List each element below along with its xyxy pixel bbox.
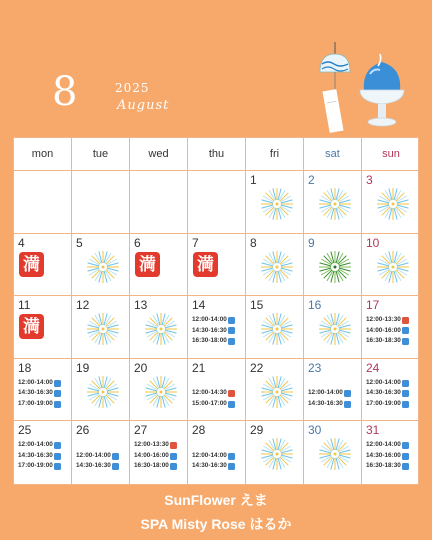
firework-icon [318, 437, 352, 471]
time-slot-label: 14:30-16:30 [308, 399, 343, 407]
available-slot-icon [54, 463, 61, 470]
day-number: 19 [76, 360, 90, 375]
day-cell[interactable] [130, 421, 188, 484]
day-number: 31 [366, 423, 380, 438]
time-slot-label: 12:00-13:30 [366, 316, 401, 324]
available-slot-icon [54, 401, 61, 408]
available-slot-icon [54, 442, 61, 449]
fully-booked-badge: 満 [135, 252, 160, 277]
time-slot-label: 16:30-18:30 [366, 462, 401, 470]
day-number: 25 [18, 423, 32, 438]
firework-icon [376, 187, 410, 221]
month-number: 8 [52, 69, 78, 115]
firework-icon [144, 312, 178, 346]
time-slot[interactable] [192, 315, 235, 326]
available-slot-icon [402, 442, 409, 449]
time-slot-label: 17:00-19:00 [366, 399, 401, 407]
day-cell[interactable] [14, 421, 72, 484]
day-number: 29 [250, 423, 264, 438]
available-slot-icon [402, 390, 409, 397]
time-slot[interactable] [18, 388, 61, 399]
time-slot[interactable] [18, 378, 61, 389]
day-cell[interactable] [14, 359, 72, 422]
day-number: 23 [308, 360, 322, 375]
day-cell[interactable] [304, 359, 362, 422]
day-number: 30 [308, 423, 322, 438]
day-cell[interactable] [72, 296, 130, 359]
available-slot-icon [54, 380, 61, 387]
firework-icon [86, 312, 120, 346]
time-slot[interactable] [308, 388, 351, 399]
time-slot [192, 378, 235, 389]
firework-icon [86, 250, 120, 284]
firework-icon [318, 187, 352, 221]
day-cell[interactable] [362, 234, 420, 297]
time-slot-list [192, 315, 235, 347]
day-number: 18 [18, 360, 32, 375]
available-slot-icon [402, 453, 409, 460]
firework-icon [260, 375, 294, 409]
time-slot-label: 17:00-19:00 [18, 462, 53, 470]
time-slot-label: 14:30-16:30 [192, 462, 227, 470]
green-firework-icon [318, 250, 352, 284]
time-slot[interactable] [76, 461, 119, 472]
footer-line-2: SPA Misty Rose はるか [140, 516, 292, 532]
fully-booked-badge: 満 [19, 252, 44, 277]
day-cell[interactable] [188, 296, 246, 359]
time-slot-label: 12:00-14:00 [192, 316, 227, 324]
time-slot[interactable] [366, 440, 409, 451]
time-slot-list [366, 440, 409, 472]
available-slot-icon [228, 338, 235, 345]
day-number: 5 [76, 235, 83, 250]
time-slot-label: 12:00-14:00 [18, 441, 53, 449]
day-number: 1 [250, 173, 257, 187]
day-number: 28 [192, 423, 206, 438]
available-slot-icon [228, 453, 235, 460]
wind-chime-icon [312, 42, 358, 138]
time-slot[interactable] [134, 451, 177, 462]
day-number: 12 [76, 298, 90, 313]
time-slot-label: 14:00-16:00 [366, 326, 401, 334]
day-number: 9 [308, 235, 315, 250]
time-slot-label: 12:00-14:00 [76, 451, 111, 459]
time-slot-label: 14:30-16:30 [76, 462, 111, 470]
time-slot[interactable] [18, 451, 61, 462]
time-slot[interactable] [18, 440, 61, 451]
day-cell[interactable] [362, 359, 420, 422]
day-cell[interactable] [246, 234, 304, 297]
day-cell[interactable] [362, 296, 420, 359]
time-slot[interactable] [366, 336, 409, 347]
time-slot[interactable] [192, 326, 235, 337]
day-number: 22 [250, 360, 264, 375]
weekday-tue: tue [72, 138, 130, 170]
time-slot[interactable] [366, 326, 409, 337]
available-slot-icon [344, 401, 351, 408]
time-slot [76, 440, 119, 451]
time-slot-label: 14:30-16:30 [192, 326, 227, 334]
time-slot[interactable] [76, 451, 119, 462]
firework-icon [144, 375, 178, 409]
time-slot-label: 14:30-16:00 [366, 451, 401, 459]
available-slot-icon [228, 463, 235, 470]
time-slot[interactable] [366, 388, 409, 399]
time-slot[interactable] [366, 399, 409, 410]
day-cell[interactable] [130, 296, 188, 359]
time-slot-list [192, 440, 235, 472]
time-slot[interactable] [366, 451, 409, 462]
available-slot-icon [228, 327, 235, 334]
time-slot[interactable] [192, 451, 235, 462]
day-cell[interactable] [72, 359, 130, 422]
time-slot-label: 15:00-17:00 [192, 399, 227, 407]
day-cell[interactable] [362, 171, 420, 234]
time-slot[interactable] [134, 461, 177, 472]
limited-slot-icon [170, 442, 177, 449]
day-cell[interactable] [304, 296, 362, 359]
day-number: 16 [308, 298, 322, 313]
available-slot-icon [112, 463, 119, 470]
empty-day-cell [130, 171, 188, 234]
day-number: 15 [250, 298, 264, 313]
time-slot-list [366, 378, 409, 410]
available-slot-icon [170, 463, 177, 470]
day-cell[interactable] [246, 171, 304, 234]
available-slot-icon [54, 390, 61, 397]
time-slot[interactable] [366, 378, 409, 389]
available-slot-icon [402, 380, 409, 387]
time-slot-label: 16:30-18:00 [134, 462, 169, 470]
shaved-ice-icon [356, 54, 408, 134]
time-slot[interactable] [192, 399, 235, 410]
day-number: 27 [134, 423, 148, 438]
available-slot-icon [402, 327, 409, 334]
available-slot-icon [228, 401, 235, 408]
time-slot-list [76, 440, 119, 472]
time-slot[interactable] [308, 399, 351, 410]
time-slot[interactable] [366, 461, 409, 472]
day-cell[interactable] [188, 234, 246, 297]
time-slot [192, 440, 235, 451]
available-slot-icon [344, 390, 351, 397]
firework-icon [260, 250, 294, 284]
empty-day-cell [14, 171, 72, 234]
day-number: 13 [134, 298, 148, 313]
day-number: 14 [192, 298, 206, 313]
time-slot-label: 12:00-14:30 [192, 389, 227, 397]
available-slot-icon [170, 453, 177, 460]
weekday-fri: fri [246, 138, 304, 170]
time-slot-label: 16:30-18:00 [192, 337, 227, 345]
day-cell[interactable] [130, 234, 188, 297]
firework-icon [260, 437, 294, 471]
empty-day-cell [188, 171, 246, 234]
day-number: 10 [366, 235, 380, 250]
firework-icon [86, 375, 120, 409]
time-slot[interactable] [192, 336, 235, 347]
day-cell[interactable] [188, 421, 246, 484]
weekday-thu: thu [188, 138, 246, 170]
day-cell[interactable] [246, 359, 304, 422]
firework-icon [376, 250, 410, 284]
day-number: 8 [250, 235, 257, 250]
time-slot [308, 378, 351, 389]
day-cell[interactable] [72, 234, 130, 297]
limited-slot-icon [228, 390, 235, 397]
available-slot-icon [54, 453, 61, 460]
time-slot-label: 12:00-14:00 [366, 378, 401, 386]
weekday-sat: sat [304, 138, 362, 170]
day-cell[interactable] [14, 234, 72, 297]
time-slot[interactable] [134, 440, 177, 451]
day-cell[interactable] [72, 421, 130, 484]
day-cell[interactable] [246, 421, 304, 484]
firework-icon [318, 312, 352, 346]
time-slot-list [134, 440, 177, 472]
time-slot-label: 12:00-14:00 [308, 389, 343, 397]
time-slot-list [18, 378, 61, 410]
available-slot-icon [112, 453, 119, 460]
day-number: 7 [192, 235, 199, 250]
day-cell[interactable] [362, 421, 420, 484]
day-number: 2 [308, 173, 315, 187]
empty-day-cell [72, 171, 130, 234]
day-number: 3 [366, 173, 373, 187]
time-slot-list [18, 440, 61, 472]
available-slot-icon [402, 401, 409, 408]
time-slot-label: 12:00-14:00 [192, 451, 227, 459]
day-number: 21 [192, 360, 206, 375]
available-slot-icon [402, 463, 409, 470]
calendar-grid [13, 137, 419, 485]
day-cell[interactable] [304, 421, 362, 484]
day-cell[interactable] [130, 359, 188, 422]
time-slot-label: 12:00-13:30 [134, 441, 169, 449]
time-slot-label: 12:00-14:00 [366, 441, 401, 449]
fully-booked-badge: 満 [193, 252, 218, 277]
weekday-header [14, 138, 418, 171]
time-slot-label: 16:30-18:30 [366, 337, 401, 345]
day-cell[interactable] [304, 171, 362, 234]
time-slot-list [366, 315, 409, 347]
limited-slot-icon [402, 317, 409, 324]
time-slot[interactable] [18, 399, 61, 410]
time-slot-label: 17:00-19:00 [18, 399, 53, 407]
available-slot-icon [402, 338, 409, 345]
weekday-sun: sun [382, 148, 400, 160]
time-slot[interactable] [18, 461, 61, 472]
day-number: 24 [366, 360, 380, 375]
time-slot[interactable] [192, 388, 235, 399]
day-number: 6 [134, 235, 141, 250]
time-slot-label: 14:30-16:30 [18, 389, 53, 397]
firework-icon [260, 187, 294, 221]
day-number: 26 [76, 423, 90, 438]
available-slot-icon [228, 317, 235, 324]
time-slot[interactable] [192, 461, 235, 472]
day-cell[interactable] [14, 296, 72, 359]
firework-icon [260, 312, 294, 346]
footer-line-1: SunFlower えま [164, 492, 268, 508]
weekday-mon: mon [14, 138, 72, 170]
time-slot-label: 14:30-16:30 [366, 389, 401, 397]
time-slot-label: 14:30-16:30 [18, 451, 53, 459]
day-cell[interactable] [246, 296, 304, 359]
day-number: 4 [18, 235, 25, 250]
day-cell[interactable] [304, 234, 362, 297]
fully-booked-badge: 満 [19, 314, 44, 339]
month-name: August [117, 98, 170, 113]
day-grid [14, 171, 418, 484]
weekday-wed: wed [130, 138, 188, 170]
day-number: 11 [18, 298, 31, 313]
day-number: 17 [366, 298, 380, 313]
time-slot-label: 12:00-14:00 [18, 378, 53, 386]
day-cell[interactable] [188, 359, 246, 422]
time-slot-label: 14:00-16:00 [134, 451, 169, 459]
time-slot[interactable] [366, 315, 409, 326]
time-slot-list [308, 378, 351, 410]
time-slot-list [192, 378, 235, 410]
year-label: 2025 [115, 81, 150, 95]
day-number: 20 [134, 360, 148, 375]
